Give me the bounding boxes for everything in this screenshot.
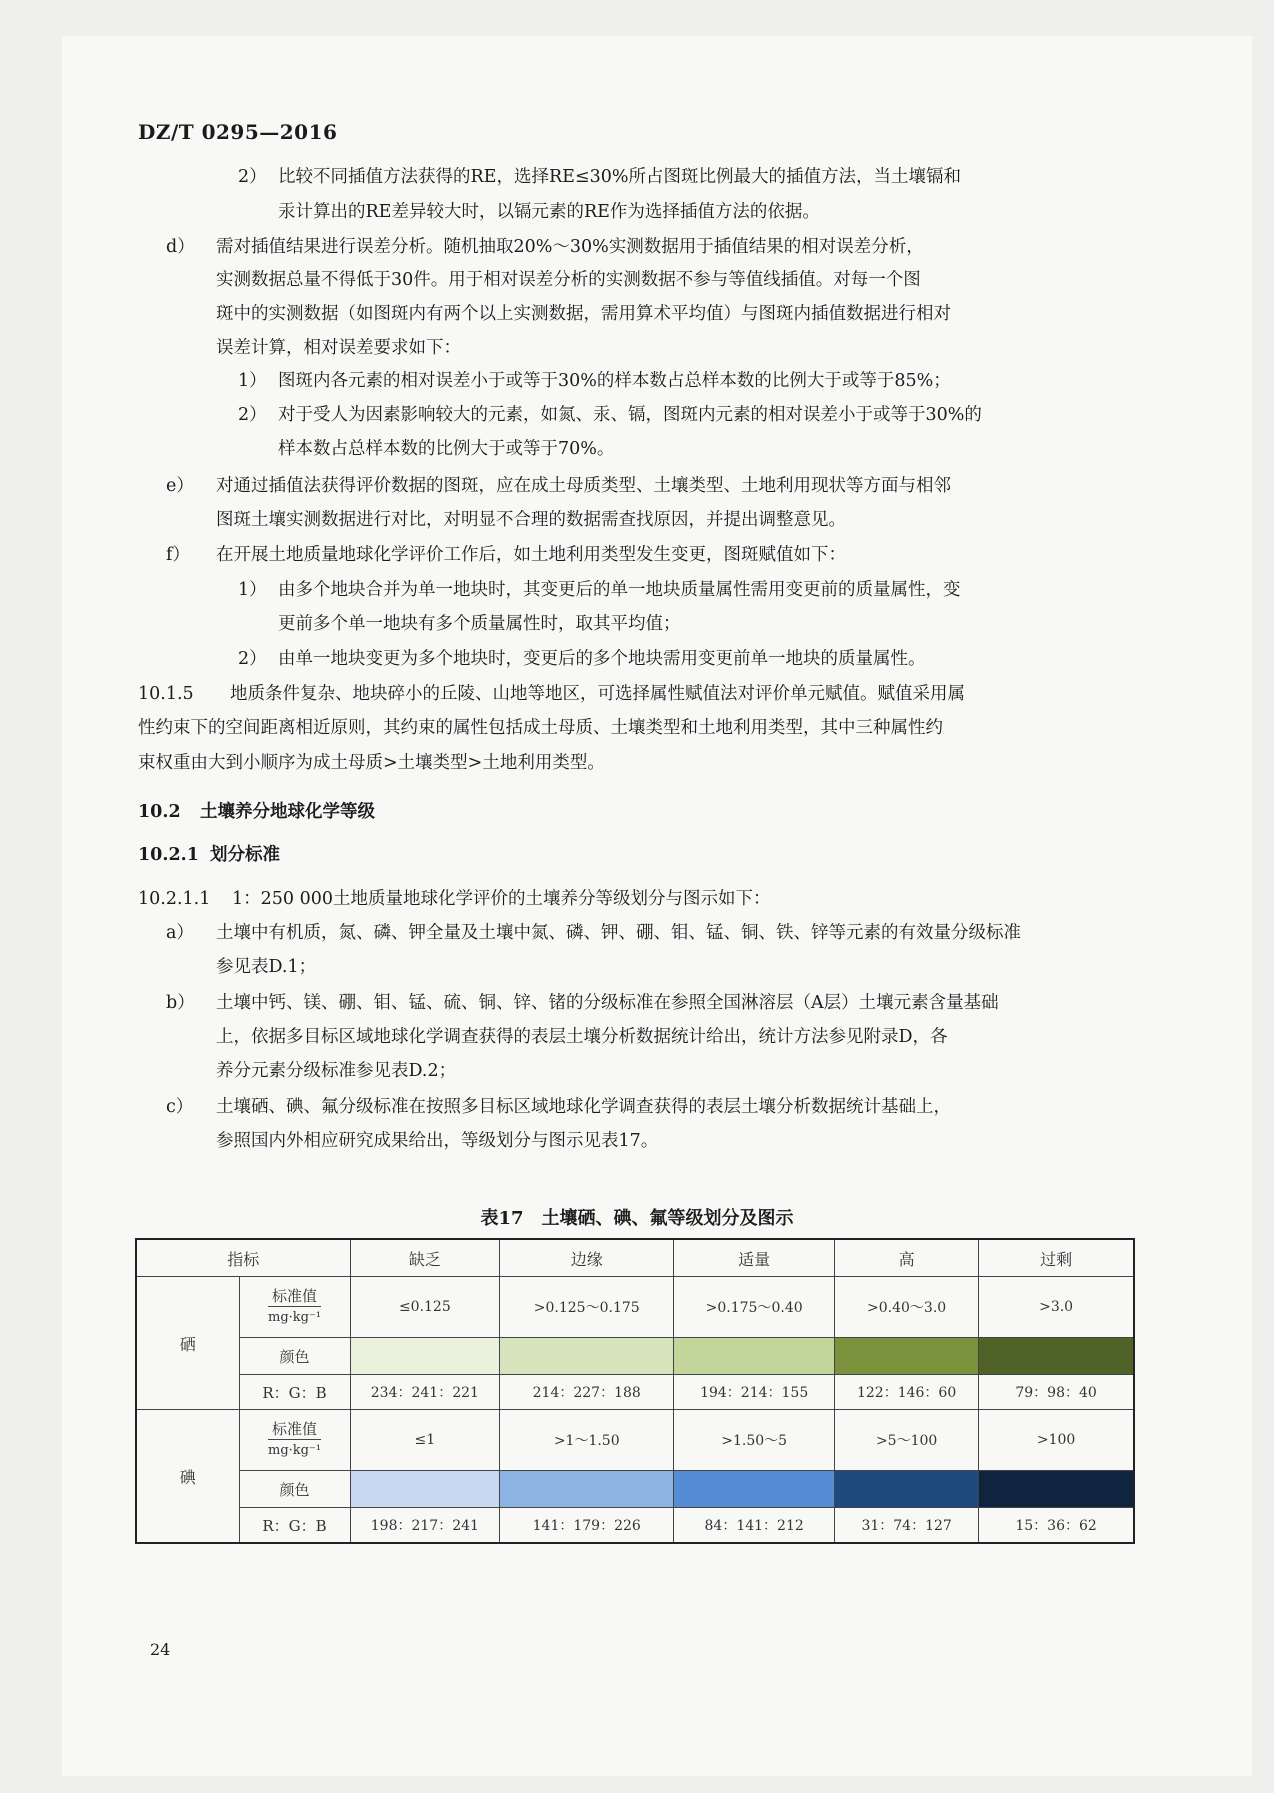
list-marker: 10.2.1.1 [138, 889, 211, 909]
std-value-cell: ≤1 [350, 1410, 500, 1471]
std-value-cell: >0.175～0.40 [674, 1277, 835, 1338]
std-value-cell: >5～100 [835, 1410, 979, 1471]
text-line [138, 838, 280, 872]
list-marker: 1） [238, 580, 267, 600]
color-swatch-cell [979, 1338, 1134, 1375]
line-text: 更前多个单一地块有多个质量属性时，取其平均值； [278, 614, 681, 634]
text-line [166, 1090, 951, 1124]
line-text: 地质条件复杂、地块碎小的丘陵、山地等地区，可选择属性赋值法对评价单元赋值。赋值采用属 [230, 684, 965, 704]
table-caption: 表17 土壤硒、碘、氟等级划分及图示 [480, 1208, 794, 1229]
rgb-value-cell: 31：74：127 [835, 1508, 979, 1544]
rgb-value-cell: 234：241：221 [350, 1375, 500, 1410]
list-marker: 2） [238, 405, 267, 425]
text-line [238, 364, 951, 398]
list-marker: f） [166, 545, 190, 565]
std-label-cell [239, 1277, 350, 1338]
std-label: 标准值 [272, 1420, 318, 1438]
element-name-cell: 硒 [136, 1277, 239, 1410]
color-label-cell: 颜色 [239, 1338, 350, 1375]
color-swatch-cell [500, 1338, 674, 1375]
line-text: 斑中的实测数据（如图斑内有两个以上实测数据，需用算术平均值）与图斑内插值数据进行相对 [216, 304, 951, 324]
element-name-cell: 碘 [136, 1410, 239, 1544]
text-line [238, 398, 982, 432]
text-line [216, 1020, 948, 1054]
line-text: 误差计算，相对误差要求如下： [216, 338, 461, 358]
text-line [216, 503, 846, 537]
line-text: 需对插值结果进行误差分析。随机抽取20%～30%实测数据用于插值结果的相对误差分析， [216, 237, 924, 257]
text-line [216, 1054, 456, 1088]
text-line [216, 297, 951, 331]
line-text: 图斑土壤实测数据进行对比，对明显不合理的数据需查找原因，并提出调整意见。 [216, 510, 846, 530]
text-line [166, 986, 999, 1020]
header-cell-level: 适量 [674, 1239, 835, 1277]
rgb-label-cell: R：G：B [239, 1375, 350, 1410]
list-marker: 2） [238, 167, 267, 187]
color-swatch-cell [674, 1338, 835, 1375]
list-marker: 2） [238, 649, 267, 669]
line-text: 比较不同插值方法获得的RE，选择RE≤30%所占图斑比例最大的插值方法，当土壤镉和 [278, 167, 961, 187]
header-cell-level: 边缘 [500, 1239, 674, 1277]
list-marker: a） [166, 923, 194, 943]
std-unit: mg·kg⁻¹ [268, 1439, 321, 1461]
line-text: 在开展土地质量地球化学评价工作后，如土地利用类型发生变更，图斑赋值如下： [216, 545, 846, 565]
table-row [136, 1410, 1134, 1471]
list-marker: d） [166, 237, 195, 257]
header-cell-level: 高 [835, 1239, 979, 1277]
text-line [238, 160, 961, 194]
text-line [138, 795, 375, 829]
text-line [216, 331, 461, 365]
std-value-cell: >1～1.50 [500, 1410, 674, 1471]
line-text: 汞计算出的RE差异较大时，以镉元素的RE作为选择插值方法的依据。 [278, 202, 820, 222]
std-unit: mg·kg⁻¹ [268, 1306, 321, 1328]
text-line [278, 432, 614, 466]
table-row [136, 1277, 1134, 1338]
text-line [278, 195, 820, 229]
rgb-value-cell: 194：214：155 [674, 1375, 835, 1410]
line-text: 性约束下的空间距离相近原则，其约束的属性包括成土母质、土壤类型和土地利用类型，其中三种属性约 [138, 718, 943, 738]
color-swatch-cell [835, 1338, 979, 1375]
text-line [138, 746, 605, 780]
line-text: 土壤中有机质，氮、磷、钾全量及土壤中氮、磷、钾、硼、钼、锰、铜、铁、锌等元素的有效量分级标准 [216, 923, 1021, 943]
line-text: 养分元素分级标准参见表D.2； [216, 1061, 457, 1081]
color-swatch-cell [674, 1471, 835, 1508]
page-number: 24 [150, 1640, 171, 1659]
line-text: 实测数据总量不得低于30件。用于相对误差分析的实测数据不参与等值线插值。对每一个图 [216, 270, 921, 290]
text-line [238, 573, 961, 607]
text-line [238, 642, 926, 676]
text-line [216, 1124, 658, 1158]
table-row [136, 1375, 1134, 1410]
rgb-label-cell: R：G：B [239, 1508, 350, 1544]
text-line [216, 263, 921, 297]
list-marker: 1） [238, 371, 267, 391]
text-line [216, 950, 316, 984]
std-value-cell: >0.125～0.175 [500, 1277, 674, 1338]
text-line [166, 469, 951, 503]
header-cell-level: 缺乏 [350, 1239, 500, 1277]
table-header-row [136, 1239, 1134, 1277]
line-text: 对于受人为因素影响较大的元素，如氮、汞、镉，图斑内元素的相对误差小于或等于30%的 [278, 405, 982, 425]
std-value-cell: >3.0 [979, 1277, 1134, 1338]
rgb-value-cell: 141：179：226 [500, 1508, 674, 1544]
text-line [138, 882, 771, 916]
line-text: 参见表D.1； [216, 957, 317, 977]
color-swatch-cell [979, 1471, 1134, 1508]
table-row [136, 1338, 1134, 1375]
list-marker: c） [166, 1097, 194, 1117]
text-line [166, 230, 924, 264]
rgb-value-cell: 214：227：188 [500, 1375, 674, 1410]
header-cell-level: 过剩 [979, 1239, 1134, 1277]
list-marker: 10.1.5 [138, 684, 194, 704]
line-text: 样本数占总样本数的比例大于或等于70%。 [278, 439, 615, 459]
line-text: 土壤硒、碘、氟分级标准在按照多目标区域地球化学调查获得的表层土壤分析数据统计基础上， [216, 1097, 951, 1117]
header-cell-indicator: 指标 [136, 1239, 350, 1277]
line-text: 1：250 000土地质量地球化学评价的土壤养分等级划分与图示如下： [232, 889, 771, 909]
std-label-cell [239, 1410, 350, 1471]
list-marker: 10.2.1 [138, 845, 199, 865]
list-marker: 10.2 [138, 802, 181, 822]
rgb-value-cell: 198：217：241 [350, 1508, 500, 1544]
list-marker: e） [166, 476, 194, 496]
line-text: 土壤中钙、镁、硼、钼、锰、硫、铜、锌、锗的分级标准在参照全国淋溶层（A层）土壤元素含量基础 [216, 993, 999, 1013]
line-text: 由多个地块合并为单一地块时，其变更后的单一地块质量属性需用变更前的质量属性，变 [278, 580, 961, 600]
color-swatch-cell [835, 1471, 979, 1508]
text-line [138, 711, 943, 745]
document-header: DZ/T 0295—2016 [138, 120, 338, 144]
std-value-cell: ≤0.125 [350, 1277, 500, 1338]
table-17 [135, 1238, 1135, 1544]
line-text: 由单一地块变更为多个地块时，变更后的多个地块需用变更前单一地块的质量属性。 [278, 649, 926, 669]
std-value-cell: >100 [979, 1410, 1134, 1471]
text-line [138, 677, 965, 711]
table-row [136, 1508, 1134, 1544]
line-text: 束权重由大到小顺序为成土母质>土壤类型>土地利用类型。 [138, 753, 605, 773]
rgb-value-cell: 15：36：62 [979, 1508, 1134, 1544]
list-marker: b） [166, 993, 195, 1013]
line-text: 图斑内各元素的相对误差小于或等于30%的样本数占总样本数的比例大于或等于85%； [278, 371, 951, 391]
rgb-value-cell: 84：141：212 [674, 1508, 835, 1544]
table-row [136, 1471, 1134, 1508]
text-line [278, 607, 681, 641]
color-swatch-cell [350, 1471, 500, 1508]
std-value-cell: >0.40～3.0 [835, 1277, 979, 1338]
line-text: 划分标准 [210, 845, 280, 865]
color-swatch-cell [500, 1471, 674, 1508]
rgb-value-cell: 122：146：60 [835, 1375, 979, 1410]
std-label: 标准值 [272, 1287, 318, 1305]
text-line [166, 916, 1021, 950]
line-text: 土壤养分地球化学等级 [200, 802, 375, 822]
line-text: 对通过插值法获得评价数据的图斑，应在成土母质类型、土壤类型、土地利用现状等方面与相邻 [216, 476, 951, 496]
rgb-value-cell: 79：98：40 [979, 1375, 1134, 1410]
color-swatch-cell [350, 1338, 500, 1375]
std-value-cell: >1.50～5 [674, 1410, 835, 1471]
color-label-cell: 颜色 [239, 1471, 350, 1508]
text-line [166, 538, 846, 572]
line-text: 参照国内外相应研究成果给出，等级划分与图示见表17。 [216, 1131, 659, 1151]
line-text: 上，依据多目标区域地球化学调查获得的表层土壤分析数据统计给出，统计方法参见附录D，各 [216, 1027, 948, 1047]
